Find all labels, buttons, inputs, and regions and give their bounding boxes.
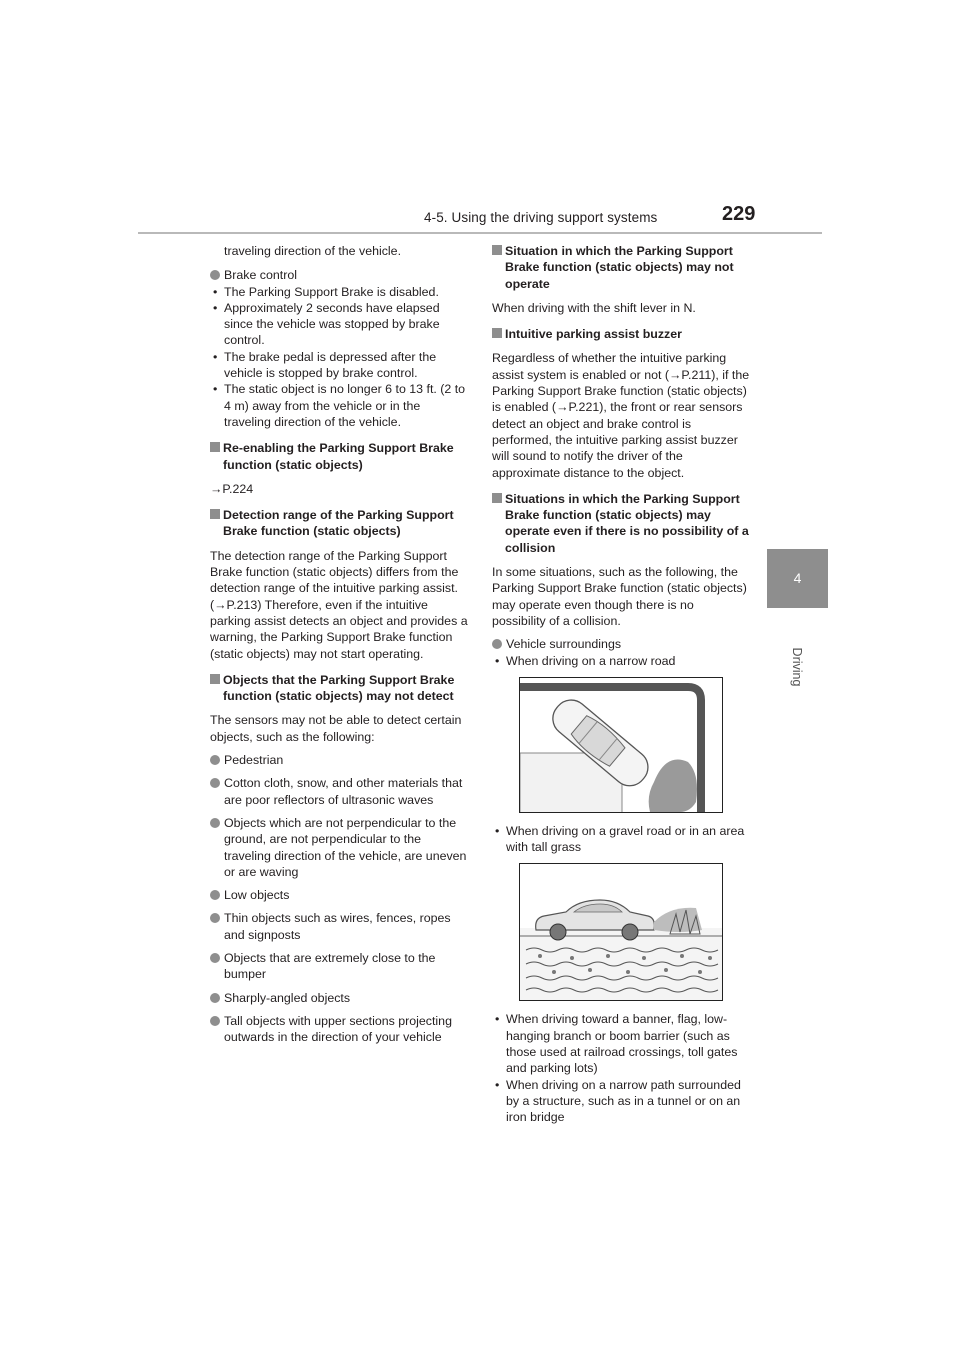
list-item: • The Parking Support Brake is disabled. [213, 284, 439, 299]
list-item: • When driving toward a banner, flag, low-hanging branch or boom barrier (such as those used at railroad crossings, toll gates and parking lots) [495, 1012, 738, 1076]
right-column [492, 243, 750, 1126]
body-text: When driving with the shift lever in N. [492, 300, 696, 315]
gravel-road-illustration [519, 863, 723, 1001]
section-heading: Intuitive parking assist buzzer [492, 326, 750, 342]
page-reference[interactable]: →P.224 [210, 481, 254, 496]
brake-control-label: Brake control [224, 268, 298, 283]
page-reference[interactable]: P.211 [681, 367, 712, 382]
narrow-road-illustration [519, 677, 723, 813]
chapter-tab: 4 [767, 549, 828, 608]
list-item: Cotton cloth, snow, and other materials that are poor reflectors of ultrasonic waves [210, 775, 468, 808]
page-reference[interactable]: P.221 [568, 400, 600, 415]
square-bullet-icon [210, 509, 220, 519]
square-bullet-icon [210, 442, 220, 452]
square-bullet-icon [492, 328, 502, 338]
square-bullet-icon [492, 493, 502, 503]
list-item: Objects that are extremely close to the bumper [210, 950, 468, 983]
left-column [210, 243, 468, 1045]
list-item: • The static object is no longer 6 to 13 ft. (2 to 4 m) away from the vehicle or in the traveling direction of the vehicle. [213, 382, 466, 429]
list-item: Objects which are not perpendicular to the ground, are not perpendicular to the traveling direction of the vehicle, are uneven or are waving [210, 815, 468, 880]
section-heading: Situations in which the Parking Support Brake function (static objects) may operate even if there is no possibility of a collision [492, 491, 750, 556]
list-item: • When driving on a narrow path surrounded by a structure, such as in a tunnel or on an iron bridge [495, 1077, 741, 1125]
body-text: In some situations, such as the following, the Parking Support Brake function (static objects) may operate even though there is no possibility of a collision. [492, 565, 747, 628]
list-item: Tall objects with upper sections projecting outwards in the direction of your vehicle [210, 1013, 468, 1046]
bullet-dot-icon [492, 639, 502, 649]
continued-text: traveling direction of the vehicle. [224, 244, 402, 258]
page-header [0, 0, 960, 240]
square-bullet-icon [492, 245, 502, 255]
list-item: Thin objects such as wires, fences, ropes and signposts [210, 910, 468, 943]
list-item: Low objects [210, 887, 468, 903]
list-item: Pedestrian [210, 752, 468, 768]
section-heading: Objects that the Parking Support Brake function (static objects) may not detect [210, 672, 468, 705]
section-heading: Situation in which the Parking Support Brake function (static objects) may not operate [492, 243, 750, 292]
section-heading: Re-enabling the Parking Support Brake function (static objects) [210, 440, 468, 473]
body-text: The sensors may not be able to detect certain objects, such as the following: [210, 713, 462, 744]
chapter-label: Driving [790, 647, 804, 687]
body-text: Regardless of whether the intuitive parking assist system is enabled or not (→P.211), if the Parking Support Brake function (static objects) is enabled (→P.221), the front or rear sensors detect an object and brake control is performed, the intuitive parking assist buzzer will sound to notify the driver of the approximate distance to the object. [492, 351, 750, 480]
section-heading: Detection range of the Parking Support Brake function (static objects) [210, 507, 468, 540]
list-item: • When driving on a narrow road [495, 653, 676, 668]
body-text: The detection range of the Parking Support Brake function (static objects) differs from the detection range of the intuitive parking assist. (→P.213) Therefore, even if the intuitive parking assist detects an object and provides a warning, the Parking Support Brake function (static objects) may not start operating. [210, 548, 468, 661]
square-bullet-icon [210, 674, 220, 684]
list-item: Sharply-angled objects [210, 990, 468, 1006]
page-number: 229 [722, 203, 756, 225]
section-title: 4-5. Using the driving support systems [424, 210, 658, 225]
brake-control-item [210, 267, 468, 283]
bullet-dot-icon [210, 270, 220, 280]
page-reference[interactable]: P.213 [226, 597, 258, 612]
list-item: • The brake pedal is depressed after the vehicle is stopped by brake control. [213, 349, 437, 381]
vehicle-surroundings-item: Vehicle surroundings [492, 636, 750, 652]
list-item: • Approximately 2 seconds have elapsed since the vehicle was stopped by brake control. [213, 300, 440, 348]
list-item: • When driving on a gravel road or in an area with tall grass [495, 823, 745, 855]
header-divider [138, 232, 822, 234]
